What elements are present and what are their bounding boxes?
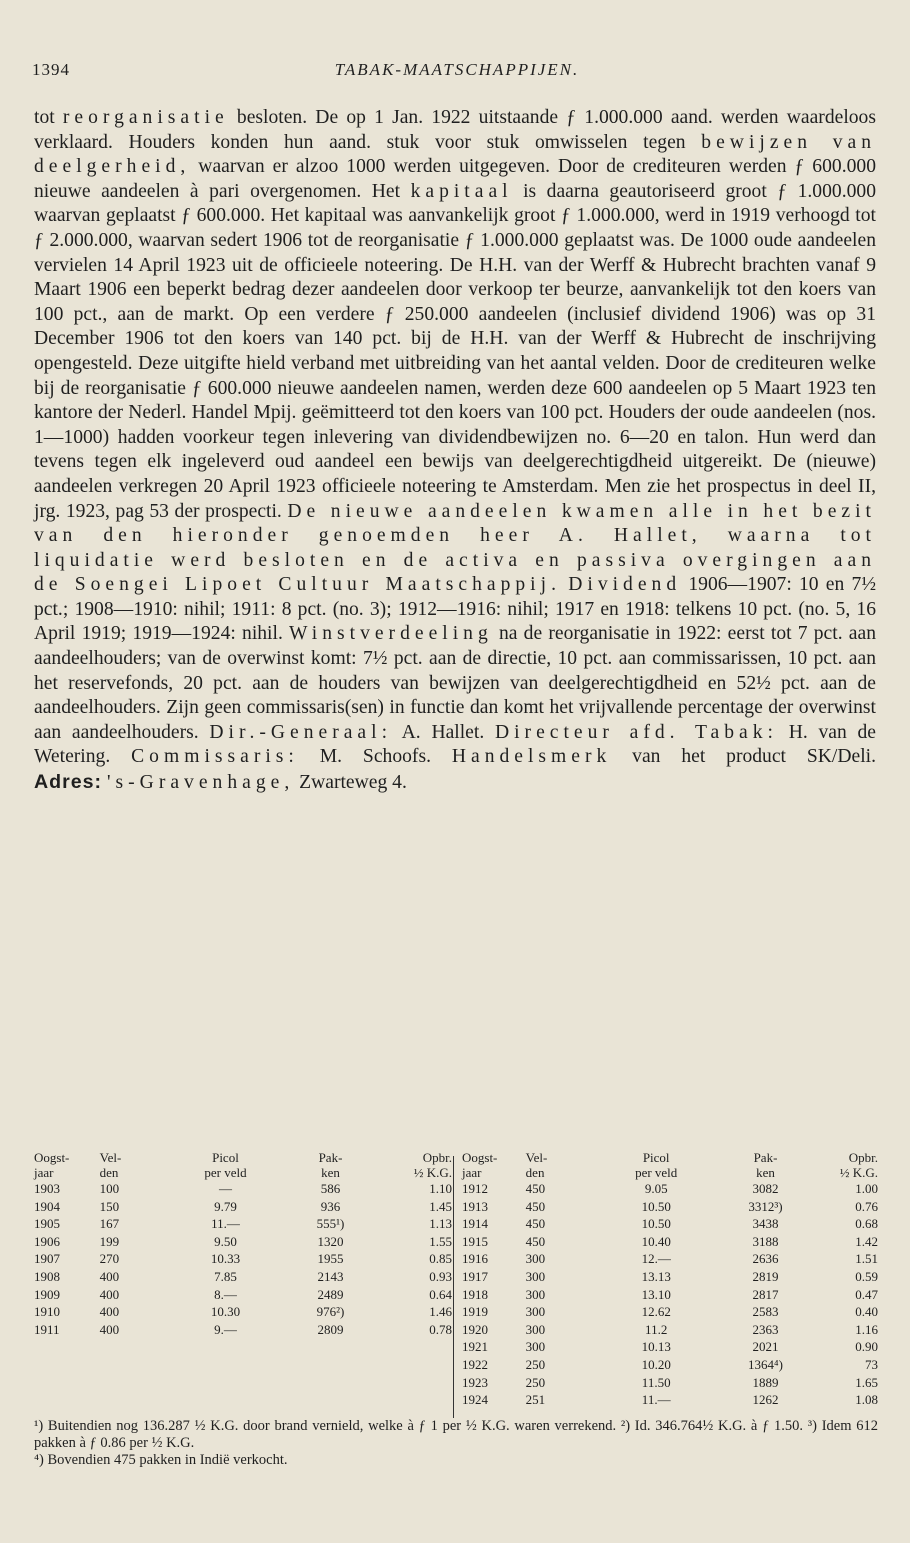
table-cell: 10.40	[641, 1233, 671, 1249]
table-header-row	[462, 1150, 878, 1180]
table-row	[34, 1215, 452, 1233]
table-cell: 9.79	[214, 1198, 237, 1214]
address-city: 's-Gravenhage,	[106, 772, 295, 794]
table-cell: 10.13	[641, 1339, 671, 1355]
table-row	[462, 1198, 878, 1216]
table-row	[462, 1391, 878, 1409]
body-text-segment: tot	[34, 107, 63, 128]
body-text-segment: na de reorganisatie in 1922: eerst tot 7 pct. aan aandeelhouders; van de overwinst komt: 7½ pct. aan de directie, 10 pct. aan commissarissen, 10 pct. aan het reservefonds, 20 pct. aan de houders van bewijzen van deelgerechtigdheid en 52½ pct. aan de aandeelhouders. Zijn geen commissaris(sen) in functie dan komt het vrijvallende percentage der overwinst aan aandeelhouders.	[34, 623, 876, 743]
table-cell: 11.—	[641, 1392, 671, 1408]
table-cell: 1924	[462, 1392, 488, 1408]
table-row	[462, 1268, 878, 1286]
table-cell: 1.65	[855, 1374, 878, 1390]
table-row	[462, 1303, 878, 1321]
table-cell: 0.76	[855, 1198, 878, 1214]
table-cell: 1918	[462, 1286, 488, 1302]
table-row	[462, 1374, 878, 1392]
table-cell: 1.10	[429, 1181, 452, 1196]
footnote: ⁴) Bovendien 475 pakken in Indië verkocht.	[34, 1452, 288, 1468]
table-cell: 586	[320, 1181, 341, 1196]
table-cell: 1915	[462, 1233, 488, 1249]
table-cell: 1903	[34, 1181, 60, 1196]
table-cell: 270	[99, 1251, 120, 1267]
table-cell: 1916	[462, 1251, 488, 1267]
table-cell: 1320	[317, 1233, 344, 1249]
footnotes	[34, 1418, 878, 1469]
table-cell: 12.—	[641, 1251, 671, 1267]
body-text-segment: van het product SK/Deli.	[611, 746, 876, 768]
table-cell: 13.10	[641, 1286, 671, 1302]
table-cell: 150	[99, 1198, 120, 1214]
table-cell: 0.59	[855, 1268, 878, 1284]
harvest-table-left	[34, 1150, 452, 1338]
table-cell: 1364⁴)	[748, 1356, 783, 1372]
table-row	[34, 1268, 452, 1286]
table-cell: 1917	[462, 1268, 488, 1284]
column-header: Vel- den	[525, 1150, 548, 1180]
table-cell: 1.42	[855, 1233, 878, 1249]
table-header-row	[34, 1150, 452, 1180]
column-header: Oogst- jaar	[34, 1150, 70, 1180]
table-cell: 400	[99, 1304, 120, 1320]
table-cell: 3082	[752, 1181, 779, 1196]
table-row	[462, 1321, 878, 1339]
table-cell: 250	[525, 1356, 546, 1372]
table-cell: 1955	[317, 1251, 344, 1267]
table-cell: 1912	[462, 1181, 488, 1196]
spaced-emphasis-text: Winstverdeeling	[289, 623, 493, 645]
table-cell: 9.50	[214, 1233, 237, 1249]
page-number: 1394	[32, 60, 70, 79]
table-row	[462, 1180, 878, 1198]
table-cell: 450	[525, 1216, 546, 1232]
table-cell: 3438	[752, 1216, 779, 1232]
table-cell: 100	[99, 1181, 120, 1196]
address-street: Zwarteweg 4.	[299, 772, 407, 794]
table-cell: 0.90	[855, 1339, 878, 1355]
table-row	[34, 1233, 452, 1251]
table-cell: 1907	[34, 1251, 60, 1267]
table-row	[462, 1286, 878, 1304]
spaced-emphasis-text: Commissaris:	[131, 746, 299, 768]
body-paragraph	[34, 106, 876, 770]
table-cell: 1262	[752, 1392, 779, 1408]
table-cell: 10.33	[210, 1251, 241, 1267]
table-cell: 251	[525, 1392, 546, 1408]
table-row	[462, 1215, 878, 1233]
address-label: Adres:	[34, 771, 103, 794]
table-cell: 1922	[462, 1356, 488, 1372]
table-cell: 2819	[752, 1268, 779, 1284]
table-cell: 10.50	[641, 1198, 671, 1214]
body-text-segment: besloten. De op 1 Jan. 1922 uitstaande ƒ 1.000.000 aand. werden waardeloos verklaard. Houders konden hun aand. stuk voor stuk omwisselen tegen	[34, 107, 876, 153]
harvest-table-right	[462, 1150, 878, 1409]
table-row	[34, 1303, 452, 1321]
table-cell: 1919	[462, 1304, 488, 1320]
body-text-segment: A. Hallet.	[392, 721, 495, 743]
table-cell: 2143	[317, 1268, 344, 1284]
table-cell: 1.16	[855, 1321, 878, 1337]
table-cell: 0.78	[429, 1321, 452, 1337]
table-cell: 555¹)	[316, 1216, 345, 1232]
table-cell: 12.62	[641, 1304, 671, 1320]
table-cell: 0.68	[855, 1216, 878, 1232]
body-text-segment: 1906—1907: 10 en 7½ pct.; 1908—1910: nihil; 1911: 8 pct. (no. 3); 1912—1916: nihil; 1917 en 1918: telkens 10 pct. (no. 5, 16 April 1919; 1919—1924: nihil.	[34, 574, 877, 645]
table-cell: 400	[99, 1268, 120, 1284]
spaced-emphasis-text: Directeur afd. Tabak:	[494, 721, 778, 743]
spaced-emphasis-text: De nieuwe aandeelen kwamen alle in het bezit van den hieronder genoemden heer A. Hallet, waarna tot liquidatie werd besloten en de activa en passiva overgingen aan de Soengei Lipoet Cultuur Maatschappij.	[34, 500, 876, 596]
table-cell: 3188	[752, 1233, 779, 1249]
table-cell: 2021	[752, 1339, 779, 1355]
table-cell: 9.05	[644, 1181, 668, 1196]
table-cell: 1905	[34, 1216, 60, 1232]
table-cell: 300	[525, 1286, 546, 1302]
table-cell: 1.46	[429, 1304, 452, 1320]
table-cell: 1889	[752, 1374, 779, 1390]
table-cell: 450	[525, 1181, 546, 1196]
table-cell: 10.20	[641, 1356, 671, 1372]
body-text	[34, 106, 876, 796]
table-cell: 0.64	[429, 1286, 452, 1302]
table-cell: 450	[525, 1198, 546, 1214]
body-text-segment: H. van de Wetering.	[34, 721, 877, 768]
footnote: ¹) Buitendien nog 136.287 ½ K.G. door brand vernield, welke à ƒ 1 per ½ K.G. waren verrekend. ²) Id. 346.764½ K.G. à ƒ 1.50. ³) Idem 612 pakken à ƒ 0.86 per ½ K.G.	[34, 1418, 878, 1451]
table-cell: 1910	[34, 1304, 60, 1320]
table-cell: 10.30	[210, 1304, 241, 1320]
table-cell: 167	[99, 1216, 120, 1232]
table-cell: 1.13	[429, 1216, 452, 1232]
table-cell: 300	[525, 1251, 546, 1267]
table-cell: 1923	[462, 1374, 488, 1390]
table-row	[34, 1321, 452, 1339]
table-cell: 1904	[34, 1198, 60, 1214]
table-row	[34, 1286, 452, 1304]
table-cell: 1906	[34, 1233, 60, 1249]
table-cell: 1913	[462, 1198, 488, 1214]
table-cell: 300	[525, 1268, 546, 1284]
table-cell: 1920	[462, 1321, 488, 1337]
table-row	[462, 1338, 878, 1356]
table-cell: 1909	[34, 1286, 60, 1302]
column-header: Pak- ken	[318, 1150, 343, 1180]
spaced-emphasis-text: reorganisatie	[62, 107, 229, 128]
table-cell: 1.08	[855, 1392, 878, 1408]
running-title: TABAK-MAATSCHAPPIJEN.	[334, 60, 580, 79]
table-row	[34, 1250, 452, 1268]
table-cell: 450	[525, 1233, 546, 1249]
table-cell: 976²)	[316, 1304, 345, 1320]
page-header	[32, 60, 882, 88]
table-cell: 10.50	[641, 1216, 671, 1232]
table-row	[34, 1198, 452, 1216]
table-row	[462, 1233, 878, 1251]
table-cell: 13.13	[641, 1268, 671, 1284]
table-cell: 2636	[752, 1251, 779, 1267]
column-header: Opbr. ½ K.G.	[413, 1150, 452, 1180]
column-header: Picol per veld	[204, 1150, 247, 1180]
table-cell: 11.50	[641, 1374, 671, 1390]
table-cell: 1911	[34, 1321, 60, 1337]
table-cell: 936	[320, 1198, 341, 1214]
table-cell: 400	[99, 1321, 120, 1337]
table-cell: 73	[865, 1356, 878, 1372]
spaced-emphasis-text: bewijzen van deelgerheid,	[34, 131, 876, 178]
column-header: Picol per veld	[635, 1150, 678, 1180]
table-cell: 0.40	[855, 1304, 878, 1320]
table-cell: 300	[525, 1321, 546, 1337]
table-cell: 1.00	[855, 1181, 878, 1196]
column-header: Pak- ken	[753, 1150, 778, 1180]
table-cell: 0.85	[429, 1251, 452, 1267]
table-cell: 2583	[752, 1304, 779, 1320]
table-cell: 1.55	[429, 1233, 452, 1249]
table-cell: 250	[525, 1374, 546, 1390]
table-cell: 8.—	[214, 1286, 237, 1302]
spaced-emphasis-text: Dir.-Generaal:	[209, 721, 393, 743]
table-cell: 1914	[462, 1216, 488, 1232]
body-text-segment: waarvan er alzoo 1000 werden uitgegeven. Door de crediteuren werden ƒ 600.000 nieuwe aandeelen à pari overgenomen. Het	[34, 156, 876, 202]
table-cell: 300	[525, 1339, 546, 1355]
spaced-emphasis-text: kapitaal	[410, 180, 513, 202]
table-cell: 1.51	[855, 1251, 878, 1267]
table-cell: 0.93	[429, 1268, 452, 1284]
column-header: Opbr. ½ K.G.	[839, 1150, 878, 1180]
harvest-tables	[34, 1150, 878, 1415]
column-header: Vel- den	[99, 1150, 122, 1180]
table-cell: 199	[99, 1233, 120, 1249]
table-cell: —	[218, 1181, 232, 1196]
table-row	[462, 1250, 878, 1268]
table-cell: 400	[99, 1286, 120, 1302]
table-cell: 2489	[317, 1286, 344, 1302]
table-cell: 7.85	[214, 1268, 237, 1284]
table-cell: 300	[525, 1304, 546, 1320]
table-cell: 11.—	[211, 1216, 240, 1232]
spaced-emphasis-text: Dividend	[568, 574, 682, 596]
address-line	[34, 770, 876, 796]
table-cell: 1.45	[429, 1198, 452, 1214]
body-text-segment: is daarna geautoriseerd groot ƒ 1.000.000 waarvan geplaatst ƒ 600.000. Het kapitaal was aanvankelijk groot ƒ 1.000.000, werd in 1919 verhoogd tot ƒ 2.000.000, waarvan sedert 1906 tot de reorganisatie ƒ 1.000.000 geplaatst was. De 1000 oude aandeelen vervielen 14 April 1923 uit de officieele noteering. De H.H. van der Werff & Hubrecht brachten vanaf 9 Maart 1906 een beperkt bedrag dezer aandeelen door verkoop ter beurze, aanvankelijk tot den koers van 100 pct., aan de markt. Op een verdere ƒ 250.000 aandeelen (inclusief dividend 1906) was op 31 December 1906 tot den koers van 140 pct. bij de H.H. van der Werff & Hubrecht de inschrijving opengesteld. Deze uitgifte hield verband met uitbreiding van het aantal velden. Door de crediteuren welke bij de reorganisatie ƒ 600.000 nieuwe aandeelen namen, werden deze 600 aandeelen op 5 Maart 1923 ten kantore der Nederl. Handel Mpij. geëmitteerd tot den koers van 100 pct. Houders der oude aandeelen (nos. 1—1000) hadden voorkeur tegen inlevering van dividendbewijzen no. 6—20 en talon. Hun werd dan tevens tegen elk ingeleverd oud aandeel een bewijs van deelgerechtigdheid uitgereikt. De (nieuwe) aandeelen verkregen 20 April 1923 officieele noteering te Amsterdam. Men zie het prospectus in deel II, jrg. 1923, pag 53 der prospecti.	[34, 180, 876, 522]
table-cell: 1921	[462, 1339, 488, 1355]
column-header: Oogst- jaar	[462, 1150, 498, 1180]
table-cell: 3312³)	[748, 1198, 783, 1214]
table-row	[34, 1180, 452, 1198]
table-divider	[453, 1156, 454, 1418]
table-cell: 2817	[752, 1286, 779, 1302]
table-cell: 0.47	[855, 1286, 878, 1302]
body-text-segment: M. Schoofs.	[298, 746, 452, 768]
table-cell: 11.2	[645, 1321, 668, 1337]
table-cell: 2809	[317, 1321, 344, 1337]
table-row	[462, 1356, 878, 1374]
spaced-emphasis-text: Handelsmerk	[451, 746, 612, 768]
table-cell: 9.—	[214, 1321, 237, 1337]
table-cell: 2363	[752, 1321, 779, 1337]
table-cell: 1908	[34, 1268, 60, 1284]
